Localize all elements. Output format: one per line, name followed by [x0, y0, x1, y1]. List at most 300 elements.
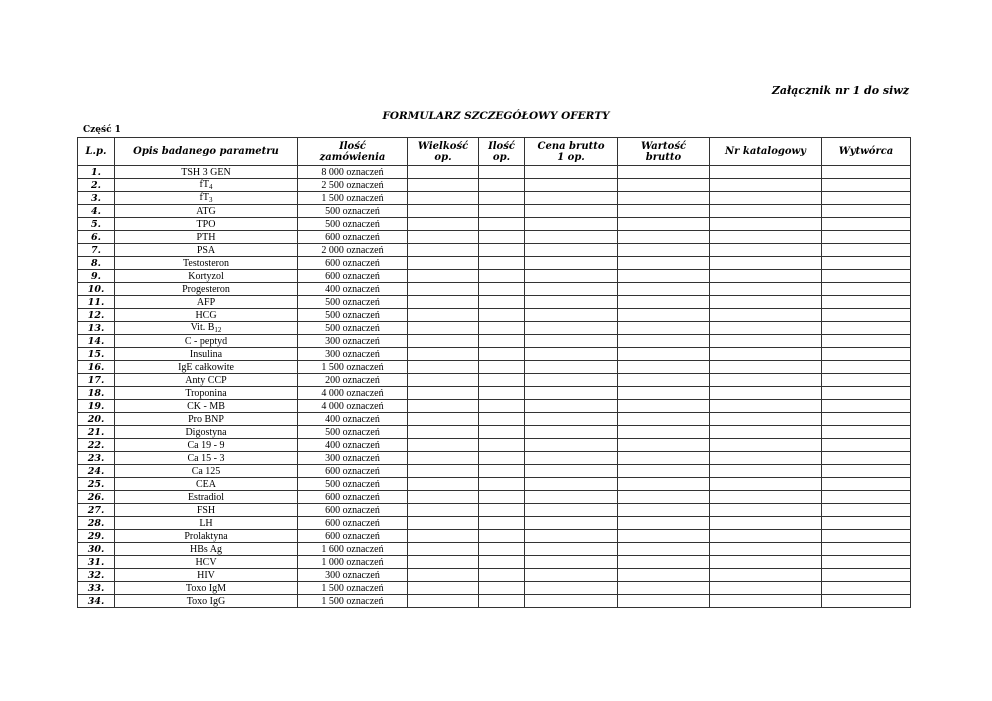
- row-description: [115, 478, 298, 491]
- cell-catalog-number[interactable]: [710, 179, 822, 192]
- table-row: [78, 296, 911, 309]
- cell-manufacturer[interactable]: [822, 465, 911, 478]
- cell-package-size[interactable]: [408, 504, 479, 517]
- row-quantity: 1 500 oznaczeń: [298, 595, 408, 608]
- col-header-quantity-ordered-line2: zamówienia: [319, 151, 386, 163]
- cell-manufacturer[interactable]: [822, 283, 911, 296]
- cell-package-size[interactable]: [408, 426, 479, 439]
- table-row: [78, 582, 911, 595]
- col-header-gross-price-line2: 1 op.: [557, 151, 585, 163]
- cell-manufacturer[interactable]: [822, 426, 911, 439]
- cell-package-size[interactable]: [408, 296, 479, 309]
- cell-manufacturer[interactable]: [822, 543, 911, 556]
- cell-gross-price[interactable]: [525, 413, 618, 426]
- cell-manufacturer[interactable]: [822, 335, 911, 348]
- cell-manufacturer[interactable]: [822, 361, 911, 374]
- cell-package-size[interactable]: [408, 361, 479, 374]
- cell-gross-value[interactable]: [618, 361, 710, 374]
- cell-manufacturer[interactable]: [822, 296, 911, 309]
- cell-gross-value[interactable]: [618, 504, 710, 517]
- cell-package-size[interactable]: [408, 491, 479, 504]
- cell-gross-value[interactable]: [618, 491, 710, 504]
- table-row: [78, 322, 911, 335]
- cell-catalog-number[interactable]: [710, 335, 822, 348]
- table-row: [78, 309, 911, 322]
- col-header-gross-value: [618, 138, 710, 166]
- cell-package-count[interactable]: [479, 179, 525, 192]
- cell-catalog-number[interactable]: [710, 387, 822, 400]
- row-description: [115, 530, 298, 543]
- row-quantity: 600 oznaczeń: [298, 491, 408, 504]
- cell-manufacturer[interactable]: [822, 218, 911, 231]
- row-lp: 12.: [78, 309, 115, 322]
- cell-package-count[interactable]: [479, 270, 525, 283]
- cell-gross-price[interactable]: [525, 257, 618, 270]
- cell-catalog-number[interactable]: [710, 491, 822, 504]
- cell-package-size[interactable]: [408, 218, 479, 231]
- cell-manufacturer[interactable]: [822, 400, 911, 413]
- cell-manufacturer[interactable]: [822, 309, 911, 322]
- cell-gross-price[interactable]: [525, 361, 618, 374]
- cell-catalog-number[interactable]: [710, 322, 822, 335]
- cell-gross-value[interactable]: [618, 387, 710, 400]
- cell-catalog-number[interactable]: [710, 582, 822, 595]
- row-lp: 14.: [78, 335, 115, 348]
- row-description: [115, 582, 298, 595]
- cell-gross-value[interactable]: [618, 400, 710, 413]
- cell-catalog-number[interactable]: [710, 192, 822, 205]
- cell-gross-value[interactable]: [618, 218, 710, 231]
- row-description: [115, 192, 298, 205]
- part-label: Część 1: [83, 125, 121, 135]
- cell-gross-value[interactable]: [618, 322, 710, 335]
- cell-gross-value[interactable]: [618, 413, 710, 426]
- cell-package-count[interactable]: [479, 465, 525, 478]
- cell-package-count[interactable]: [479, 257, 525, 270]
- cell-gross-value[interactable]: [618, 426, 710, 439]
- cell-package-size[interactable]: [408, 530, 479, 543]
- cell-gross-price[interactable]: [525, 582, 618, 595]
- row-quantity: 500 oznaczeń: [298, 322, 408, 335]
- cell-manufacturer[interactable]: [822, 595, 911, 608]
- cell-gross-price[interactable]: [525, 452, 618, 465]
- cell-catalog-number[interactable]: [710, 205, 822, 218]
- cell-package-count[interactable]: [479, 426, 525, 439]
- cell-package-count[interactable]: [479, 192, 525, 205]
- cell-manufacturer[interactable]: [822, 491, 911, 504]
- cell-gross-price[interactable]: [525, 478, 618, 491]
- cell-gross-value[interactable]: [618, 179, 710, 192]
- cell-manufacturer[interactable]: [822, 374, 911, 387]
- row-lp: 5.: [78, 218, 115, 231]
- cell-catalog-number[interactable]: [710, 296, 822, 309]
- cell-gross-value[interactable]: [618, 556, 710, 569]
- cell-gross-price[interactable]: [525, 231, 618, 244]
- parameter-name: PSA: [196, 244, 216, 256]
- cell-package-count[interactable]: [479, 595, 525, 608]
- cell-manufacturer[interactable]: [822, 452, 911, 465]
- cell-package-size[interactable]: [408, 192, 479, 205]
- cell-gross-value[interactable]: [618, 270, 710, 283]
- row-quantity: 300 oznaczeń: [298, 569, 408, 582]
- cell-package-size[interactable]: [408, 322, 479, 335]
- row-quantity: 400 oznaczeń: [298, 413, 408, 426]
- cell-gross-value[interactable]: [618, 595, 710, 608]
- table-header-row: [78, 138, 911, 166]
- cell-package-count[interactable]: [479, 491, 525, 504]
- cell-package-size[interactable]: [408, 231, 479, 244]
- cell-catalog-number[interactable]: [710, 283, 822, 296]
- cell-package-size[interactable]: [408, 582, 479, 595]
- cell-gross-value[interactable]: [618, 543, 710, 556]
- col-header-quantity-ordered-line1: Ilość: [339, 140, 366, 152]
- cell-package-size[interactable]: [408, 166, 479, 179]
- row-description: [115, 413, 298, 426]
- cell-gross-price[interactable]: [525, 192, 618, 205]
- parameter-name: HCG: [195, 309, 217, 321]
- cell-package-size[interactable]: [408, 439, 479, 452]
- table-row: [78, 348, 911, 361]
- row-lp: 16.: [78, 361, 115, 374]
- cell-gross-value[interactable]: [618, 257, 710, 270]
- cell-package-size[interactable]: [408, 517, 479, 530]
- parameter-name: CK - MB: [187, 400, 225, 412]
- cell-gross-value[interactable]: [618, 166, 710, 179]
- cell-gross-price[interactable]: [525, 244, 618, 257]
- cell-gross-price[interactable]: [525, 504, 618, 517]
- cell-gross-price[interactable]: [525, 517, 618, 530]
- col-header-gross-price: [525, 138, 618, 166]
- cell-package-count[interactable]: [479, 309, 525, 322]
- table-row: [78, 556, 911, 569]
- cell-gross-price[interactable]: [525, 322, 618, 335]
- cell-gross-price[interactable]: [525, 205, 618, 218]
- cell-manufacturer[interactable]: [822, 166, 911, 179]
- cell-package-count[interactable]: [479, 348, 525, 361]
- row-description: [115, 218, 298, 231]
- cell-gross-price[interactable]: [525, 556, 618, 569]
- row-quantity: 500 oznaczeń: [298, 205, 408, 218]
- cell-gross-value[interactable]: [618, 283, 710, 296]
- form-title: FORMULARZ SZCZEGÓŁOWY OFERTY: [382, 110, 610, 122]
- cell-gross-price[interactable]: [525, 465, 618, 478]
- cell-package-size[interactable]: [408, 465, 479, 478]
- cell-manufacturer[interactable]: [822, 192, 911, 205]
- cell-manufacturer[interactable]: [822, 569, 911, 582]
- table-row: [78, 218, 911, 231]
- row-quantity: 600 oznaczeń: [298, 231, 408, 244]
- row-description: [115, 556, 298, 569]
- cell-manufacturer[interactable]: [822, 556, 911, 569]
- row-quantity: 200 oznaczeń: [298, 374, 408, 387]
- cell-gross-value[interactable]: [618, 465, 710, 478]
- cell-package-count[interactable]: [479, 543, 525, 556]
- cell-package-count[interactable]: [479, 374, 525, 387]
- cell-package-count[interactable]: [479, 400, 525, 413]
- cell-package-count[interactable]: [479, 439, 525, 452]
- cell-catalog-number[interactable]: [710, 439, 822, 452]
- cell-gross-value[interactable]: [618, 478, 710, 491]
- cell-gross-price[interactable]: [525, 283, 618, 296]
- table-row: [78, 569, 911, 582]
- cell-catalog-number[interactable]: [710, 543, 822, 556]
- cell-gross-value[interactable]: [618, 569, 710, 582]
- row-lp: 17.: [78, 374, 115, 387]
- cell-catalog-number[interactable]: [710, 478, 822, 491]
- cell-catalog-number[interactable]: [710, 257, 822, 270]
- table-row: [78, 478, 911, 491]
- parameter-name: Pro BNP: [188, 413, 224, 425]
- cell-gross-price[interactable]: [525, 543, 618, 556]
- row-description: [115, 543, 298, 556]
- cell-package-size[interactable]: [408, 374, 479, 387]
- cell-gross-price[interactable]: [525, 335, 618, 348]
- cell-catalog-number[interactable]: [710, 452, 822, 465]
- row-description: [115, 231, 298, 244]
- col-header-gross-value-line1: Wartość: [640, 140, 687, 152]
- cell-package-count[interactable]: [479, 569, 525, 582]
- cell-gross-value[interactable]: [618, 582, 710, 595]
- cell-catalog-number[interactable]: [710, 595, 822, 608]
- row-description: [115, 283, 298, 296]
- cell-package-size[interactable]: [408, 335, 479, 348]
- cell-manufacturer[interactable]: [822, 231, 911, 244]
- cell-gross-price[interactable]: [525, 348, 618, 361]
- cell-package-count[interactable]: [479, 530, 525, 543]
- row-quantity: 8 000 oznaczeń: [298, 166, 408, 179]
- cell-catalog-number[interactable]: [710, 166, 822, 179]
- table-row: [78, 205, 911, 218]
- parameter-name: Ca 15 - 3: [187, 452, 225, 464]
- cell-gross-value[interactable]: [618, 335, 710, 348]
- cell-package-size[interactable]: [408, 309, 479, 322]
- cell-catalog-number[interactable]: [710, 413, 822, 426]
- cell-gross-value[interactable]: [618, 374, 710, 387]
- row-quantity: 4 000 oznaczeń: [298, 400, 408, 413]
- cell-package-size[interactable]: [408, 244, 479, 257]
- cell-gross-price[interactable]: [525, 166, 618, 179]
- cell-package-size[interactable]: [408, 400, 479, 413]
- cell-gross-value[interactable]: [618, 517, 710, 530]
- cell-package-count[interactable]: [479, 452, 525, 465]
- parameter-name: Toxo IgG: [186, 595, 226, 607]
- cell-catalog-number[interactable]: [710, 374, 822, 387]
- cell-package-size[interactable]: [408, 543, 479, 556]
- row-description: [115, 374, 298, 387]
- cell-package-size[interactable]: [408, 387, 479, 400]
- row-quantity: 500 oznaczeń: [298, 478, 408, 491]
- cell-gross-value[interactable]: [618, 231, 710, 244]
- row-quantity: 2 000 oznaczeń: [298, 244, 408, 257]
- row-lp: 9.: [78, 270, 115, 283]
- cell-package-count[interactable]: [479, 582, 525, 595]
- parameter-name: Insulina: [189, 348, 223, 360]
- parameter-name: Progesteron: [182, 283, 230, 295]
- cell-catalog-number[interactable]: [710, 361, 822, 374]
- row-lp: 34.: [78, 595, 115, 608]
- cell-manufacturer[interactable]: [822, 348, 911, 361]
- row-lp: 3.: [78, 192, 115, 205]
- cell-package-count[interactable]: [479, 556, 525, 569]
- parameter-name: HIV: [197, 569, 215, 581]
- cell-package-count[interactable]: [479, 413, 525, 426]
- offer-table: [77, 137, 911, 608]
- parameter-name: HBs Ag: [190, 543, 222, 555]
- cell-manufacturer[interactable]: [822, 179, 911, 192]
- cell-manufacturer[interactable]: [822, 413, 911, 426]
- cell-gross-price[interactable]: [525, 387, 618, 400]
- cell-catalog-number[interactable]: [710, 426, 822, 439]
- cell-manufacturer[interactable]: [822, 257, 911, 270]
- cell-package-count[interactable]: [479, 296, 525, 309]
- cell-gross-price[interactable]: [525, 439, 618, 452]
- cell-manufacturer[interactable]: [822, 387, 911, 400]
- table-row: [78, 257, 911, 270]
- cell-package-size[interactable]: [408, 595, 479, 608]
- row-quantity: 600 oznaczeń: [298, 257, 408, 270]
- cell-gross-price[interactable]: [525, 296, 618, 309]
- cell-package-count[interactable]: [479, 322, 525, 335]
- cell-gross-price[interactable]: [525, 218, 618, 231]
- cell-catalog-number[interactable]: [710, 504, 822, 517]
- parameter-subscript: 12: [214, 326, 222, 334]
- row-description: [115, 257, 298, 270]
- cell-manufacturer[interactable]: [822, 517, 911, 530]
- col-header-manufacturer: Wytwórca: [822, 138, 911, 166]
- row-quantity: 600 oznaczeń: [298, 270, 408, 283]
- cell-catalog-number[interactable]: [710, 244, 822, 257]
- cell-package-size[interactable]: [408, 257, 479, 270]
- cell-package-count[interactable]: [479, 387, 525, 400]
- cell-gross-price[interactable]: [525, 270, 618, 283]
- table-row: [78, 374, 911, 387]
- parameter-name: fT: [199, 192, 209, 203]
- row-lp: 10.: [78, 283, 115, 296]
- row-quantity: 4 000 oznaczeń: [298, 387, 408, 400]
- cell-gross-price[interactable]: [525, 491, 618, 504]
- row-lp: 27.: [78, 504, 115, 517]
- cell-manufacturer[interactable]: [822, 439, 911, 452]
- cell-gross-value[interactable]: [618, 452, 710, 465]
- parameter-name: ATG: [196, 205, 216, 217]
- cell-manufacturer[interactable]: [822, 504, 911, 517]
- table-row: [78, 361, 911, 374]
- cell-catalog-number[interactable]: [710, 530, 822, 543]
- cell-package-count[interactable]: [479, 335, 525, 348]
- cell-package-count[interactable]: [479, 244, 525, 257]
- row-quantity: 600 oznaczeń: [298, 530, 408, 543]
- row-lp: 21.: [78, 426, 115, 439]
- cell-gross-price[interactable]: [525, 530, 618, 543]
- cell-package-size[interactable]: [408, 569, 479, 582]
- cell-manufacturer[interactable]: [822, 322, 911, 335]
- col-header-description: Opis badanego parametru: [115, 138, 298, 166]
- cell-package-count[interactable]: [479, 231, 525, 244]
- cell-catalog-number[interactable]: [710, 218, 822, 231]
- cell-manufacturer[interactable]: [822, 478, 911, 491]
- parameter-name: Vit. B: [190, 322, 215, 333]
- cell-catalog-number[interactable]: [710, 556, 822, 569]
- col-header-package-count: [479, 138, 525, 166]
- cell-gross-price[interactable]: [525, 595, 618, 608]
- row-quantity: 300 oznaczeń: [298, 452, 408, 465]
- cell-manufacturer[interactable]: [822, 582, 911, 595]
- cell-gross-price[interactable]: [525, 179, 618, 192]
- cell-gross-value[interactable]: [618, 296, 710, 309]
- cell-package-count[interactable]: [479, 361, 525, 374]
- cell-package-size[interactable]: [408, 205, 479, 218]
- table-row: [78, 413, 911, 426]
- cell-manufacturer[interactable]: [822, 244, 911, 257]
- cell-package-count[interactable]: [479, 205, 525, 218]
- cell-gross-price[interactable]: [525, 400, 618, 413]
- row-description: [115, 400, 298, 413]
- row-quantity: 500 oznaczeń: [298, 309, 408, 322]
- cell-catalog-number[interactable]: [710, 309, 822, 322]
- cell-catalog-number[interactable]: [710, 569, 822, 582]
- cell-gross-value[interactable]: [618, 192, 710, 205]
- table-row: [78, 179, 911, 192]
- cell-package-count[interactable]: [479, 218, 525, 231]
- parameter-name: Toxo IgM: [185, 582, 227, 594]
- cell-package-size[interactable]: [408, 452, 479, 465]
- cell-catalog-number[interactable]: [710, 517, 822, 530]
- cell-package-count[interactable]: [479, 478, 525, 491]
- cell-gross-value[interactable]: [618, 530, 710, 543]
- table-row: [78, 270, 911, 283]
- cell-gross-price[interactable]: [525, 374, 618, 387]
- cell-package-count[interactable]: [479, 283, 525, 296]
- table-row: [78, 543, 911, 556]
- cell-gross-value[interactable]: [618, 244, 710, 257]
- cell-catalog-number[interactable]: [710, 348, 822, 361]
- table-row: [78, 439, 911, 452]
- cell-package-count[interactable]: [479, 517, 525, 530]
- cell-package-size[interactable]: [408, 348, 479, 361]
- cell-manufacturer[interactable]: [822, 530, 911, 543]
- table-row: [78, 504, 911, 517]
- cell-gross-value[interactable]: [618, 205, 710, 218]
- cell-package-size[interactable]: [408, 270, 479, 283]
- cell-catalog-number[interactable]: [710, 400, 822, 413]
- cell-package-size[interactable]: [408, 283, 479, 296]
- cell-manufacturer[interactable]: [822, 270, 911, 283]
- cell-catalog-number[interactable]: [710, 465, 822, 478]
- cell-package-size[interactable]: [408, 413, 479, 426]
- cell-package-size[interactable]: [408, 179, 479, 192]
- cell-package-size[interactable]: [408, 556, 479, 569]
- cell-package-count[interactable]: [479, 166, 525, 179]
- parameter-name: TSH 3 GEN: [181, 166, 231, 178]
- cell-gross-price[interactable]: [525, 569, 618, 582]
- cell-catalog-number[interactable]: [710, 231, 822, 244]
- cell-package-size[interactable]: [408, 478, 479, 491]
- cell-gross-price[interactable]: [525, 426, 618, 439]
- cell-manufacturer[interactable]: [822, 205, 911, 218]
- row-description: [115, 322, 298, 335]
- cell-package-count[interactable]: [479, 504, 525, 517]
- cell-gross-value[interactable]: [618, 439, 710, 452]
- cell-gross-price[interactable]: [525, 309, 618, 322]
- cell-gross-value[interactable]: [618, 348, 710, 361]
- row-description: [115, 465, 298, 478]
- table-row: [78, 530, 911, 543]
- cell-gross-value[interactable]: [618, 309, 710, 322]
- row-lp: 26.: [78, 491, 115, 504]
- table-row: [78, 452, 911, 465]
- cell-catalog-number[interactable]: [710, 270, 822, 283]
- parameter-name: IgE całkowite: [178, 361, 234, 373]
